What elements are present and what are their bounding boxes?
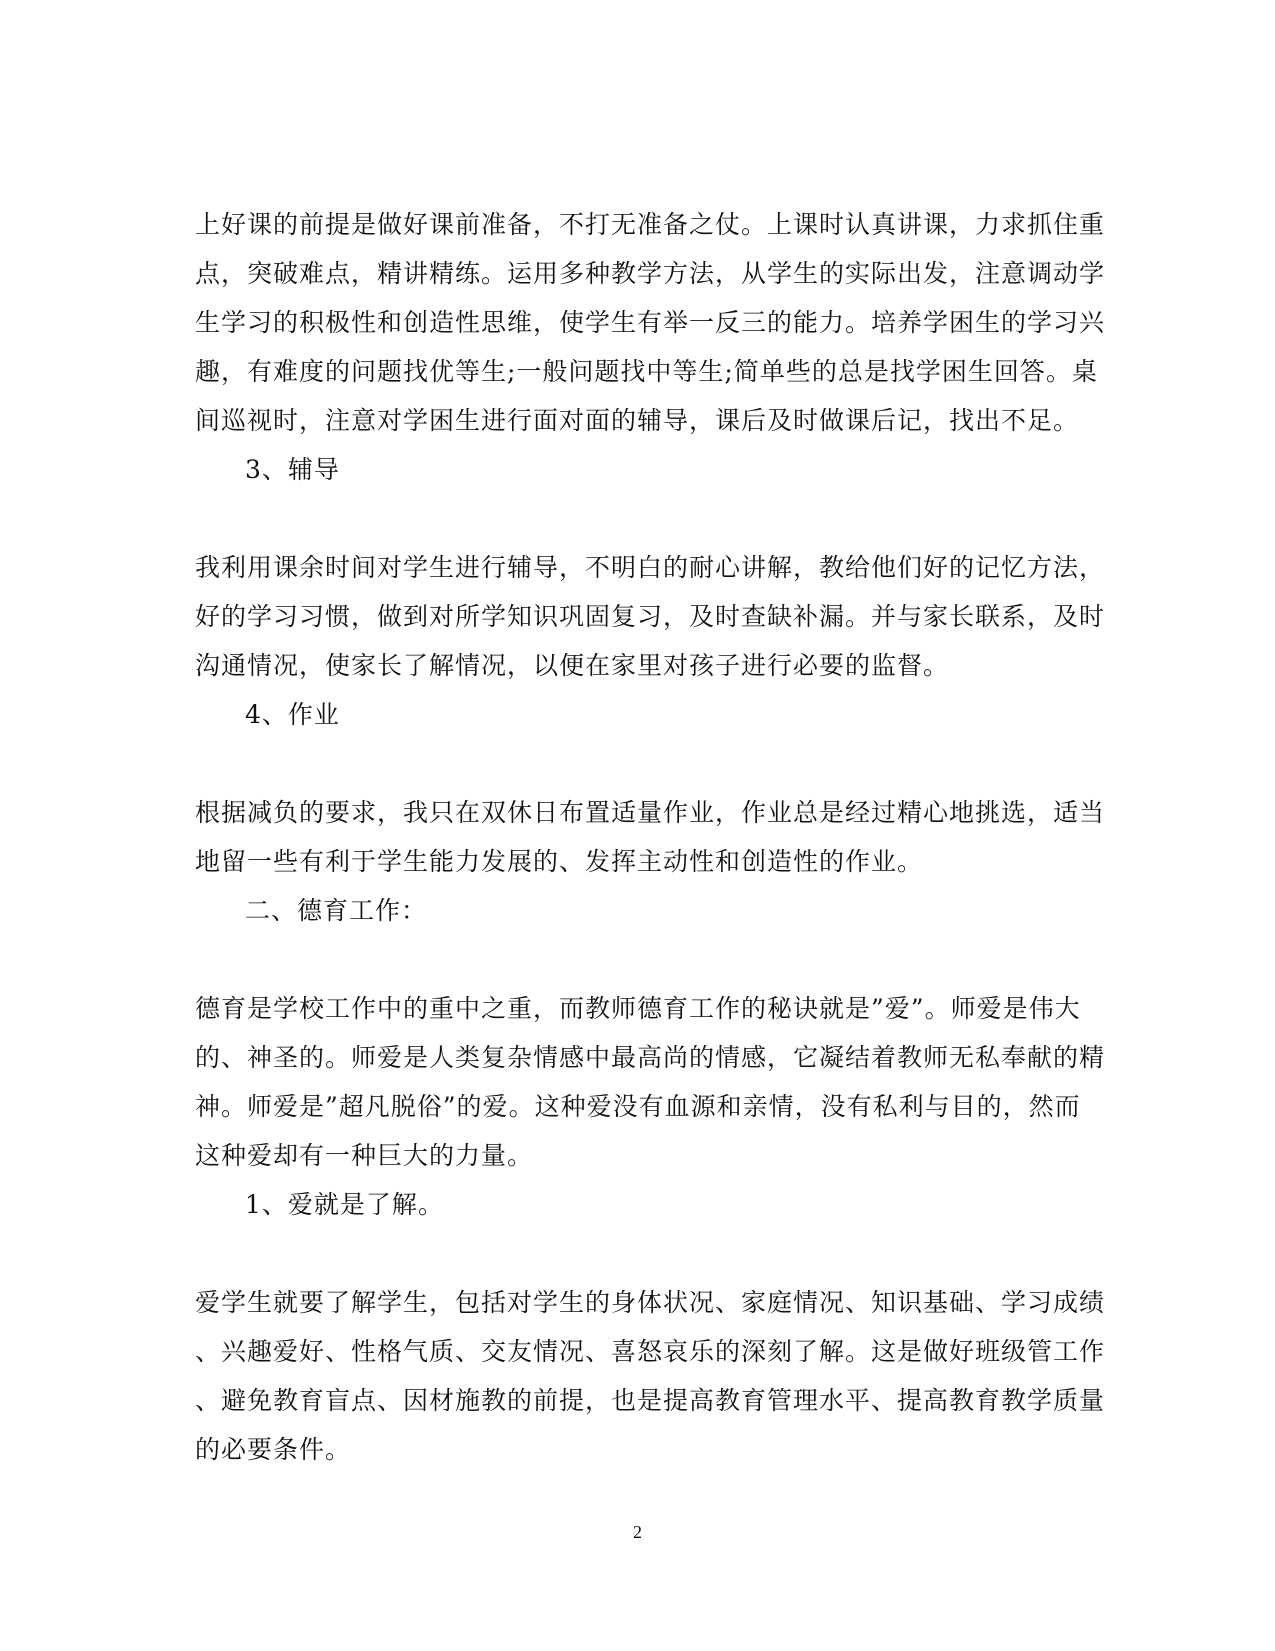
paragraph-tutoring (195, 543, 1106, 690)
text-line: 我利用课余时间对学生进行辅导，不明白的耐心讲解，教给他们好的记忆方法， (195, 553, 1106, 582)
text-line: 德育是学校工作中的重中之重，而教师德育工作的秘诀就是”爱”。师爱是伟大 (195, 994, 1081, 1023)
text-line: 这种爱却有一种巨大的力量。 (195, 1141, 534, 1170)
text-line: 好的学习习惯，做到对所学知识巩固复习，及时查缺补漏。并与家长联系，及时 (195, 602, 1106, 631)
text-line: 、避免教育盲点、因材施教的前提，也是提高教育管理水平、提高教育教学质量 (195, 1386, 1106, 1415)
text-line: 的必要条件。 (195, 1435, 352, 1464)
text-line: 地留一些有利于学生能力发展的、发挥主动性和创造性的作业。 (195, 847, 924, 876)
text-line: 根据减负的要求，我只在双休日布置适量作业，作业总是经过精心地挑选，适当 (195, 798, 1106, 827)
text-line: 爱学生就要了解学生，包括对学生的身体状况、家庭情况、知识基础、学习成绩 (195, 1288, 1106, 1317)
page-content (195, 200, 1106, 1474)
text-line: 生学习的积极性和创造性思维，使学生有举一反三的能力。培养学困生的学习兴 (195, 308, 1106, 337)
text-line: 上好课的前提是做好课前准备，不打无准备之仗。上课时认真讲课，力求抓住重 (195, 210, 1106, 239)
text-line: 点，突破难点，精讲精练。运用多种教学方法，从学生的实际出发，注意调动学 (195, 259, 1106, 288)
paragraph-spacer (195, 935, 1075, 984)
heading-tutoring: 3、辅导 (245, 455, 340, 484)
text-line: 、兴趣爱好、性格气质、交友情况、喜怒哀乐的深刻了解。这是做好班级管工作 (195, 1337, 1106, 1366)
text-line: 沟通情况，使家长了解情况，以便在家里对孩子进行必要的监督。 (195, 651, 950, 680)
paragraph-homework (195, 788, 1106, 886)
paragraph-spacer (195, 739, 1075, 788)
text-line: 间巡视时，注意对学困生进行面对面的辅导，课后及时做课后记，找出不足。 (195, 406, 1080, 435)
text-line: 的、神圣的。师爱是人类复杂情感中最高尚的情感，它凝结着教师无私奉献的精 (195, 1043, 1106, 1072)
page-number: 2 (633, 1522, 642, 1542)
paragraph-moral-education (195, 984, 1106, 1180)
heading-love-understanding: 1、爱就是了解。 (245, 1190, 444, 1219)
paragraph-love-understanding (195, 1278, 1106, 1474)
text-line: 神。师爱是”超凡脱俗”的爱。这种爱没有血源和亲情，没有私利与目的，然而 (195, 1092, 1081, 1121)
heading-moral-education: 二、德育工作： (245, 896, 428, 925)
text-line: 趣，有难度的问题找优等生;一般问题找中等生;简单些的总是找学困生回答。桌 (195, 357, 1098, 386)
paragraph-spacer (195, 1229, 1075, 1278)
heading-homework: 4、作业 (245, 700, 340, 729)
paragraph-spacer (195, 494, 1075, 543)
paragraph-teaching (195, 200, 1106, 445)
